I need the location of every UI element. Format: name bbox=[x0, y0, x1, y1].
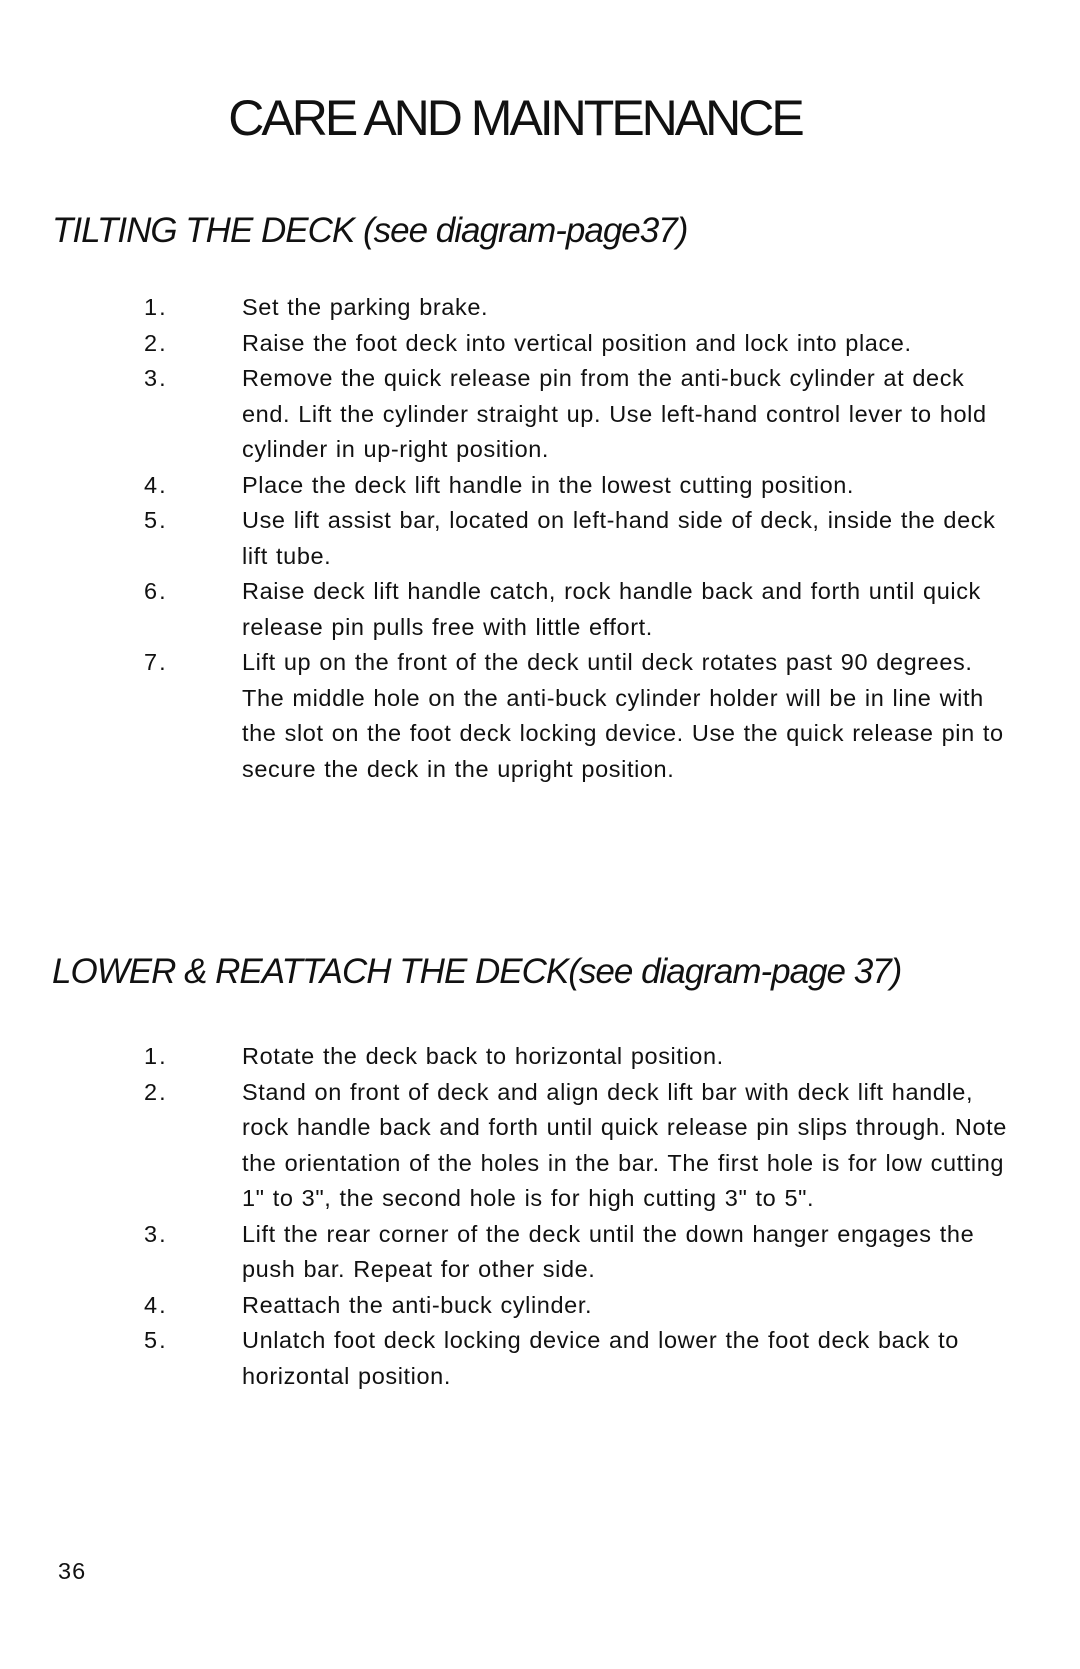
step-text: Lift the rear corner of the deck until the down hanger engages the push bar. Repeat for other side. bbox=[242, 1220, 975, 1282]
step-text: Unlatch foot deck locking device and lower the foot deck back to horizontal position. bbox=[242, 1327, 959, 1389]
step-text: Lift up on the front of the deck until deck rotates past 90 degrees. The middle hole on the anti-buck cylinder holder will be in line with the slot on the foot deck locking device. Use the quick release pin to secure the deck in the upright position. bbox=[242, 649, 1004, 782]
list-item bbox=[0, 503, 1080, 574]
step-text: Rotate the deck back to horizontal position. bbox=[242, 1043, 724, 1069]
step-number: 5. bbox=[144, 1327, 168, 1353]
step-text: Raise the foot deck into vertical position and lock into place. bbox=[242, 329, 912, 356]
list-item bbox=[0, 290, 1080, 326]
step-text: Stand on front of deck and align deck lift bar with deck lift handle, rock handle back and forth until quick release pin slips through. Note the orientation of the holes in the bar. The first hole is for low cutting 1" to 3", the second hole is for high cutting 3" to 5". bbox=[242, 1078, 1007, 1211]
list-item bbox=[0, 326, 1080, 362]
step-number: 4. bbox=[144, 471, 168, 498]
section-heading-tilting-the-deck: TILTING THE DECK (see diagram-page37) bbox=[52, 211, 688, 250]
step-number: 6. bbox=[144, 578, 168, 604]
step-text: Set the parking brake. bbox=[242, 294, 489, 320]
list-item bbox=[0, 1323, 1080, 1394]
steps-list-tilting-the-deck bbox=[0, 290, 1080, 787]
list-item bbox=[0, 1039, 1080, 1075]
step-number: 5. bbox=[144, 507, 168, 533]
list-item bbox=[0, 574, 1080, 645]
list-item bbox=[0, 468, 1080, 504]
step-text: Place the deck lift handle in the lowest cutting position. bbox=[242, 471, 855, 498]
step-number: 2. bbox=[144, 1078, 168, 1105]
step-number: 4. bbox=[144, 1291, 168, 1318]
step-number: 2. bbox=[144, 329, 168, 356]
list-item bbox=[0, 1288, 1080, 1324]
list-item bbox=[0, 645, 1080, 787]
step-number: 1. bbox=[144, 294, 168, 320]
section-heading-lower-reattach-the-deck: LOWER & REATTACH THE DECK(see diagram-page 37) bbox=[52, 952, 902, 991]
step-number: 1. bbox=[144, 1043, 168, 1069]
step-text: Reattach the anti-buck cylinder. bbox=[242, 1291, 593, 1318]
list-item bbox=[0, 1075, 1080, 1217]
page-number: 36 bbox=[58, 1558, 87, 1584]
steps-list-lower-reattach-the-deck bbox=[0, 1039, 1080, 1394]
list-item bbox=[0, 361, 1080, 468]
page-title: CARE AND MAINTENANCE bbox=[228, 90, 802, 146]
step-text: Raise deck lift handle catch, rock handle back and forth until quick release pin pulls free with little effort. bbox=[242, 578, 981, 640]
step-text: Use lift assist bar, located on left-hand side of deck, inside the deck lift tube. bbox=[242, 507, 996, 569]
step-number: 7. bbox=[144, 649, 168, 675]
step-text: Remove the quick release pin from the anti-buck cylinder at deck end. Lift the cylinder straight up. Use left-hand control lever to hold cylinder in up-right position. bbox=[242, 365, 987, 462]
list-item bbox=[0, 1217, 1080, 1288]
step-number: 3. bbox=[144, 365, 168, 391]
step-number: 3. bbox=[144, 1220, 168, 1247]
